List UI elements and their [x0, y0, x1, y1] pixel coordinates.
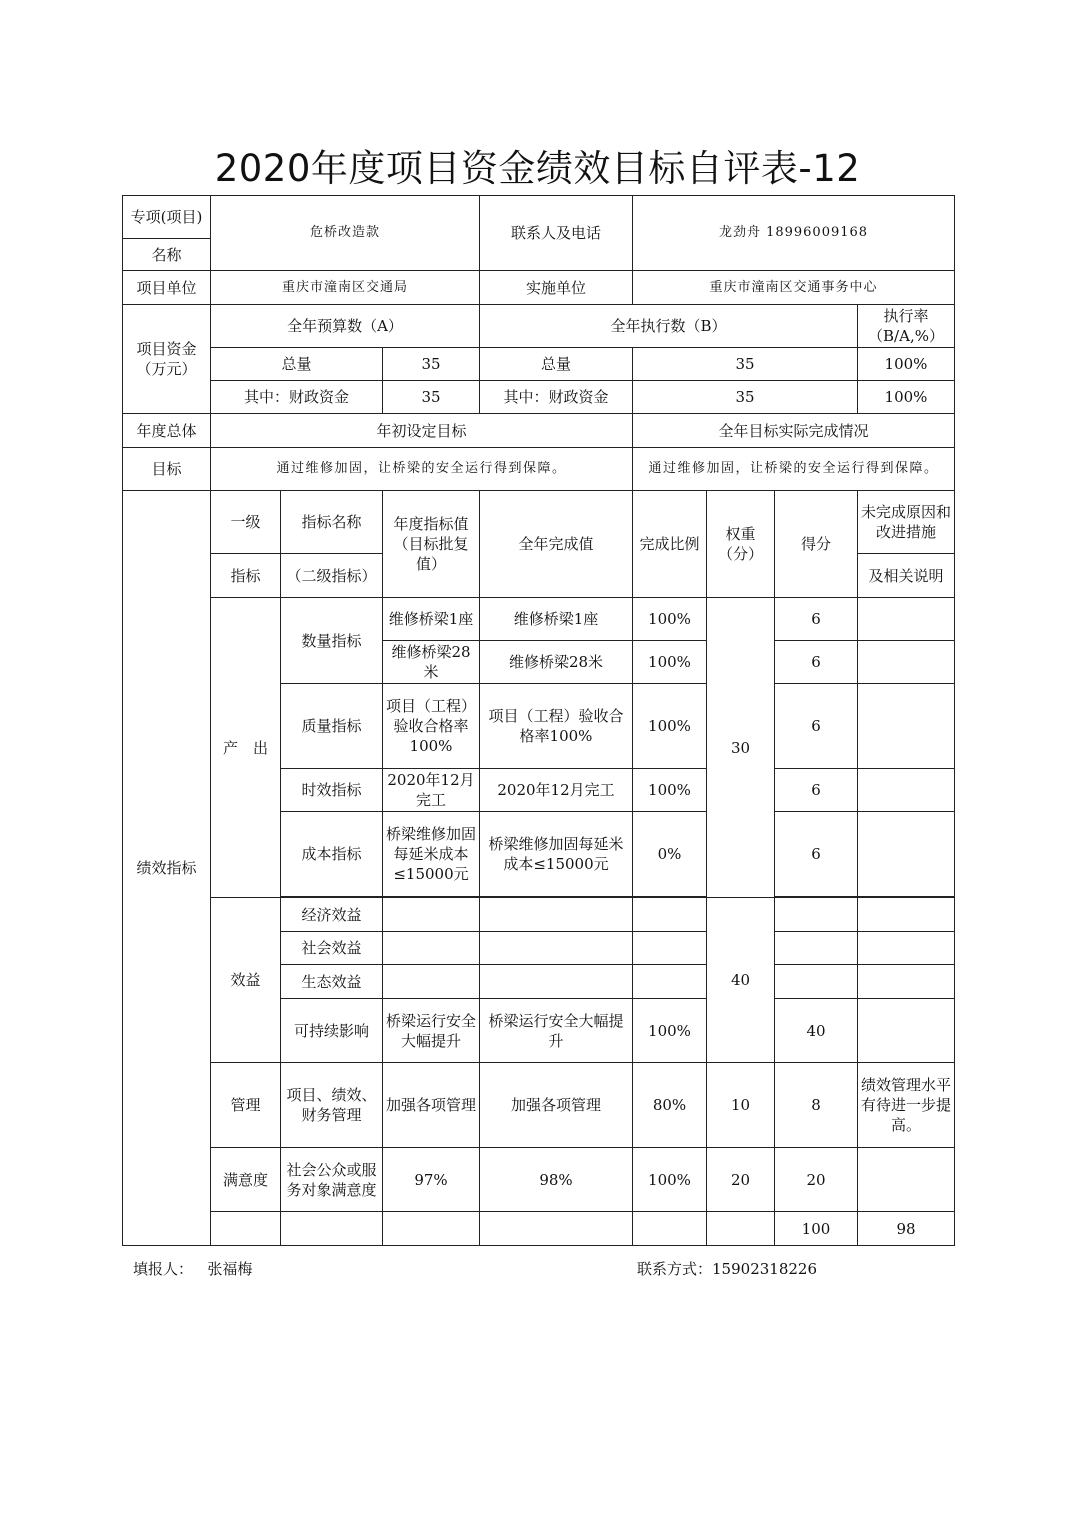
mgmt-target: 加强各项管理: [383, 1063, 480, 1148]
total-blank-3: [383, 1212, 480, 1246]
indicators-section-label: 绩效指标: [123, 491, 211, 1246]
sat-weight: 20: [707, 1148, 775, 1212]
project-name-label-top: 专项(项目): [123, 196, 211, 239]
cost-label: 成本指标: [281, 812, 383, 897]
goal-label-bottom: 目标: [123, 448, 211, 491]
cost-ratio: 0%: [633, 812, 707, 897]
qty2-reason: [858, 641, 955, 684]
mgmt-name: 项目、绩效、财务管理: [281, 1063, 383, 1148]
total-blank-4: [480, 1212, 633, 1246]
project-unit-label: 项目单位: [123, 271, 211, 305]
sat-score: 20: [775, 1148, 858, 1212]
col-level1-bottom: 指标: [211, 554, 281, 598]
social-actual: [480, 932, 633, 965]
page-title: 2020年度项目资金绩效目标自评表-12: [214, 147, 861, 190]
goal-initial-text: 通过维修加固，让桥梁的安全运行得到保障。: [211, 448, 633, 491]
econ-actual: [480, 898, 633, 932]
budget-total-label: 总量: [211, 348, 383, 381]
sustain-ratio: 100%: [633, 999, 707, 1063]
sustain-actual: 桥梁运行安全大幅提升: [480, 999, 633, 1063]
mgmt-weight: 10: [707, 1063, 775, 1148]
quality-actual: 项目（工程）验收合格率100%: [480, 684, 633, 769]
budget-fiscal-value: 35: [383, 381, 480, 414]
total-blank-1: [211, 1212, 281, 1246]
mgmt-ratio: 80%: [633, 1063, 707, 1148]
benefit-weight: 40: [707, 898, 775, 1063]
econ-reason: [858, 898, 955, 932]
output-label: 产 出: [211, 598, 281, 898]
social-score: [775, 932, 858, 965]
evaluation-table: [122, 195, 955, 1246]
time-score: 6: [775, 769, 858, 812]
qty1-score: 6: [775, 598, 858, 641]
eco-actual: [480, 965, 633, 999]
benefit-label: 效益: [211, 898, 281, 1063]
econ-score: [775, 898, 858, 932]
col-name-bottom: （二级指标）: [281, 554, 383, 598]
eco-score: [775, 965, 858, 999]
col-level1-top: 一级: [211, 491, 281, 554]
exec-fiscal-value: 35: [633, 381, 858, 414]
cost-reason: [858, 812, 955, 897]
eco-reason: [858, 965, 955, 999]
time-reason: [858, 769, 955, 812]
budget-total-value: 35: [383, 348, 480, 381]
quality-ratio: 100%: [633, 684, 707, 769]
filler-label: 填报人：: [133, 1260, 194, 1278]
social-target: [383, 932, 480, 965]
contact-info-value: 15902318226: [712, 1260, 817, 1278]
col-score: 得分: [775, 491, 858, 598]
qty1-actual: 维修桥梁1座: [480, 598, 633, 641]
rate-fiscal-value: 100%: [858, 381, 955, 414]
econ-ratio: [633, 898, 707, 932]
col-reason-bottom: 及相关说明: [858, 554, 955, 598]
sat-actual: 98%: [480, 1148, 633, 1212]
social-reason: [858, 932, 955, 965]
impl-unit-label: 实施单位: [480, 271, 633, 305]
exec-header: 全年执行数（B）: [480, 305, 858, 348]
qty1-ratio: 100%: [633, 598, 707, 641]
econ-target: [383, 898, 480, 932]
sustain-reason: [858, 999, 955, 1063]
total-blank-6: [707, 1212, 775, 1246]
time-label: 时效指标: [281, 769, 383, 812]
goal-actual-header: 全年目标实际完成情况: [633, 414, 955, 448]
time-target: 2020年12月完工: [383, 769, 480, 812]
qty2-actual: 维修桥梁28米: [480, 641, 633, 684]
col-ratio: 完成比例: [633, 491, 707, 598]
filler-name: 张福梅: [207, 1260, 253, 1278]
rate-total-value: 100%: [858, 348, 955, 381]
rate-header: 执行率（B/A,%）: [858, 305, 955, 348]
col-target: 年度指标值（目标批复值）: [383, 491, 480, 598]
contact-info-label: 联系方式：: [637, 1260, 713, 1278]
qty1-target: 维修桥梁1座: [383, 598, 480, 641]
budget-header: 全年预算数（A）: [211, 305, 480, 348]
budget-fiscal-label: 其中：财政资金: [211, 381, 383, 414]
total-blank-2: [281, 1212, 383, 1246]
col-actual: 全年完成值: [480, 491, 633, 598]
mgmt-score: 8: [775, 1063, 858, 1148]
qty1-reason: [858, 598, 955, 641]
goal-label-top: 年度总体: [123, 414, 211, 448]
eco-ratio: [633, 965, 707, 999]
project-name-label-bottom: 名称: [123, 239, 211, 271]
filler: [133, 1258, 252, 1279]
eco-label: 生态效益: [281, 965, 383, 999]
exec-total-value: 35: [633, 348, 858, 381]
contact-label: 联系人及电话: [480, 196, 633, 271]
sat-name: 社会公众或服务对象满意度: [281, 1148, 383, 1212]
mgmt-reason: 绩效管理水平有待进一步提高。: [858, 1063, 955, 1148]
col-name-top: 指标名称: [281, 491, 383, 554]
col-reason-top: 未完成原因和改进措施: [858, 491, 955, 554]
econ-label: 经济效益: [281, 898, 383, 932]
time-ratio: 100%: [633, 769, 707, 812]
total-blank-5: [633, 1212, 707, 1246]
total-score: 98: [858, 1212, 955, 1246]
quality-label: 质量指标: [281, 684, 383, 769]
contact-info: [637, 1258, 817, 1279]
sustain-target: 桥梁运行安全大幅提升: [383, 999, 480, 1063]
impl-unit-value: 重庆市潼南区交通事务中心: [633, 271, 955, 305]
eco-target: [383, 965, 480, 999]
total-weight: 100: [775, 1212, 858, 1246]
quality-reason: [858, 684, 955, 769]
sat-reason: [858, 1148, 955, 1212]
goal-actual-text: 通过维修加固，让桥梁的安全运行得到保障。: [633, 448, 955, 491]
cost-actual: 桥梁维修加固每延米成本≤15000元: [480, 812, 633, 897]
qty2-target: 维修桥梁28米: [383, 641, 480, 684]
funds-label: 项目资金（万元）: [123, 305, 211, 414]
sustain-label: 可持续影响: [281, 999, 383, 1063]
qty2-ratio: 100%: [633, 641, 707, 684]
mgmt-actual: 加强各项管理: [480, 1063, 633, 1148]
exec-total-label: 总量: [480, 348, 633, 381]
exec-fiscal-label: 其中：财政资金: [480, 381, 633, 414]
social-ratio: [633, 932, 707, 965]
sustain-score: 40: [775, 999, 858, 1063]
goal-initial-header: 年初设定目标: [211, 414, 633, 448]
quality-target: 项目（工程）验收合格率100%: [383, 684, 480, 769]
qty-label: 数量指标: [281, 598, 383, 684]
project-unit-value: 重庆市潼南区交通局: [211, 271, 480, 305]
social-label: 社会效益: [281, 932, 383, 965]
sat-ratio: 100%: [633, 1148, 707, 1212]
sat-label: 满意度: [211, 1148, 281, 1212]
project-name-value: 危桥改造款: [211, 196, 480, 271]
cost-target: 桥梁维修加固每延米成本≤15000元: [383, 812, 480, 897]
cost-score: 6: [775, 812, 858, 897]
time-actual: 2020年12月完工: [480, 769, 633, 812]
contact-value: 龙劲舟 18996009168: [633, 196, 955, 271]
mgmt-label: 管理: [211, 1063, 281, 1148]
output-weight: 30: [707, 598, 775, 898]
quality-score: 6: [775, 684, 858, 769]
qty2-score: 6: [775, 641, 858, 684]
col-weight: 权重（分）: [707, 491, 775, 598]
sat-target: 97%: [383, 1148, 480, 1212]
